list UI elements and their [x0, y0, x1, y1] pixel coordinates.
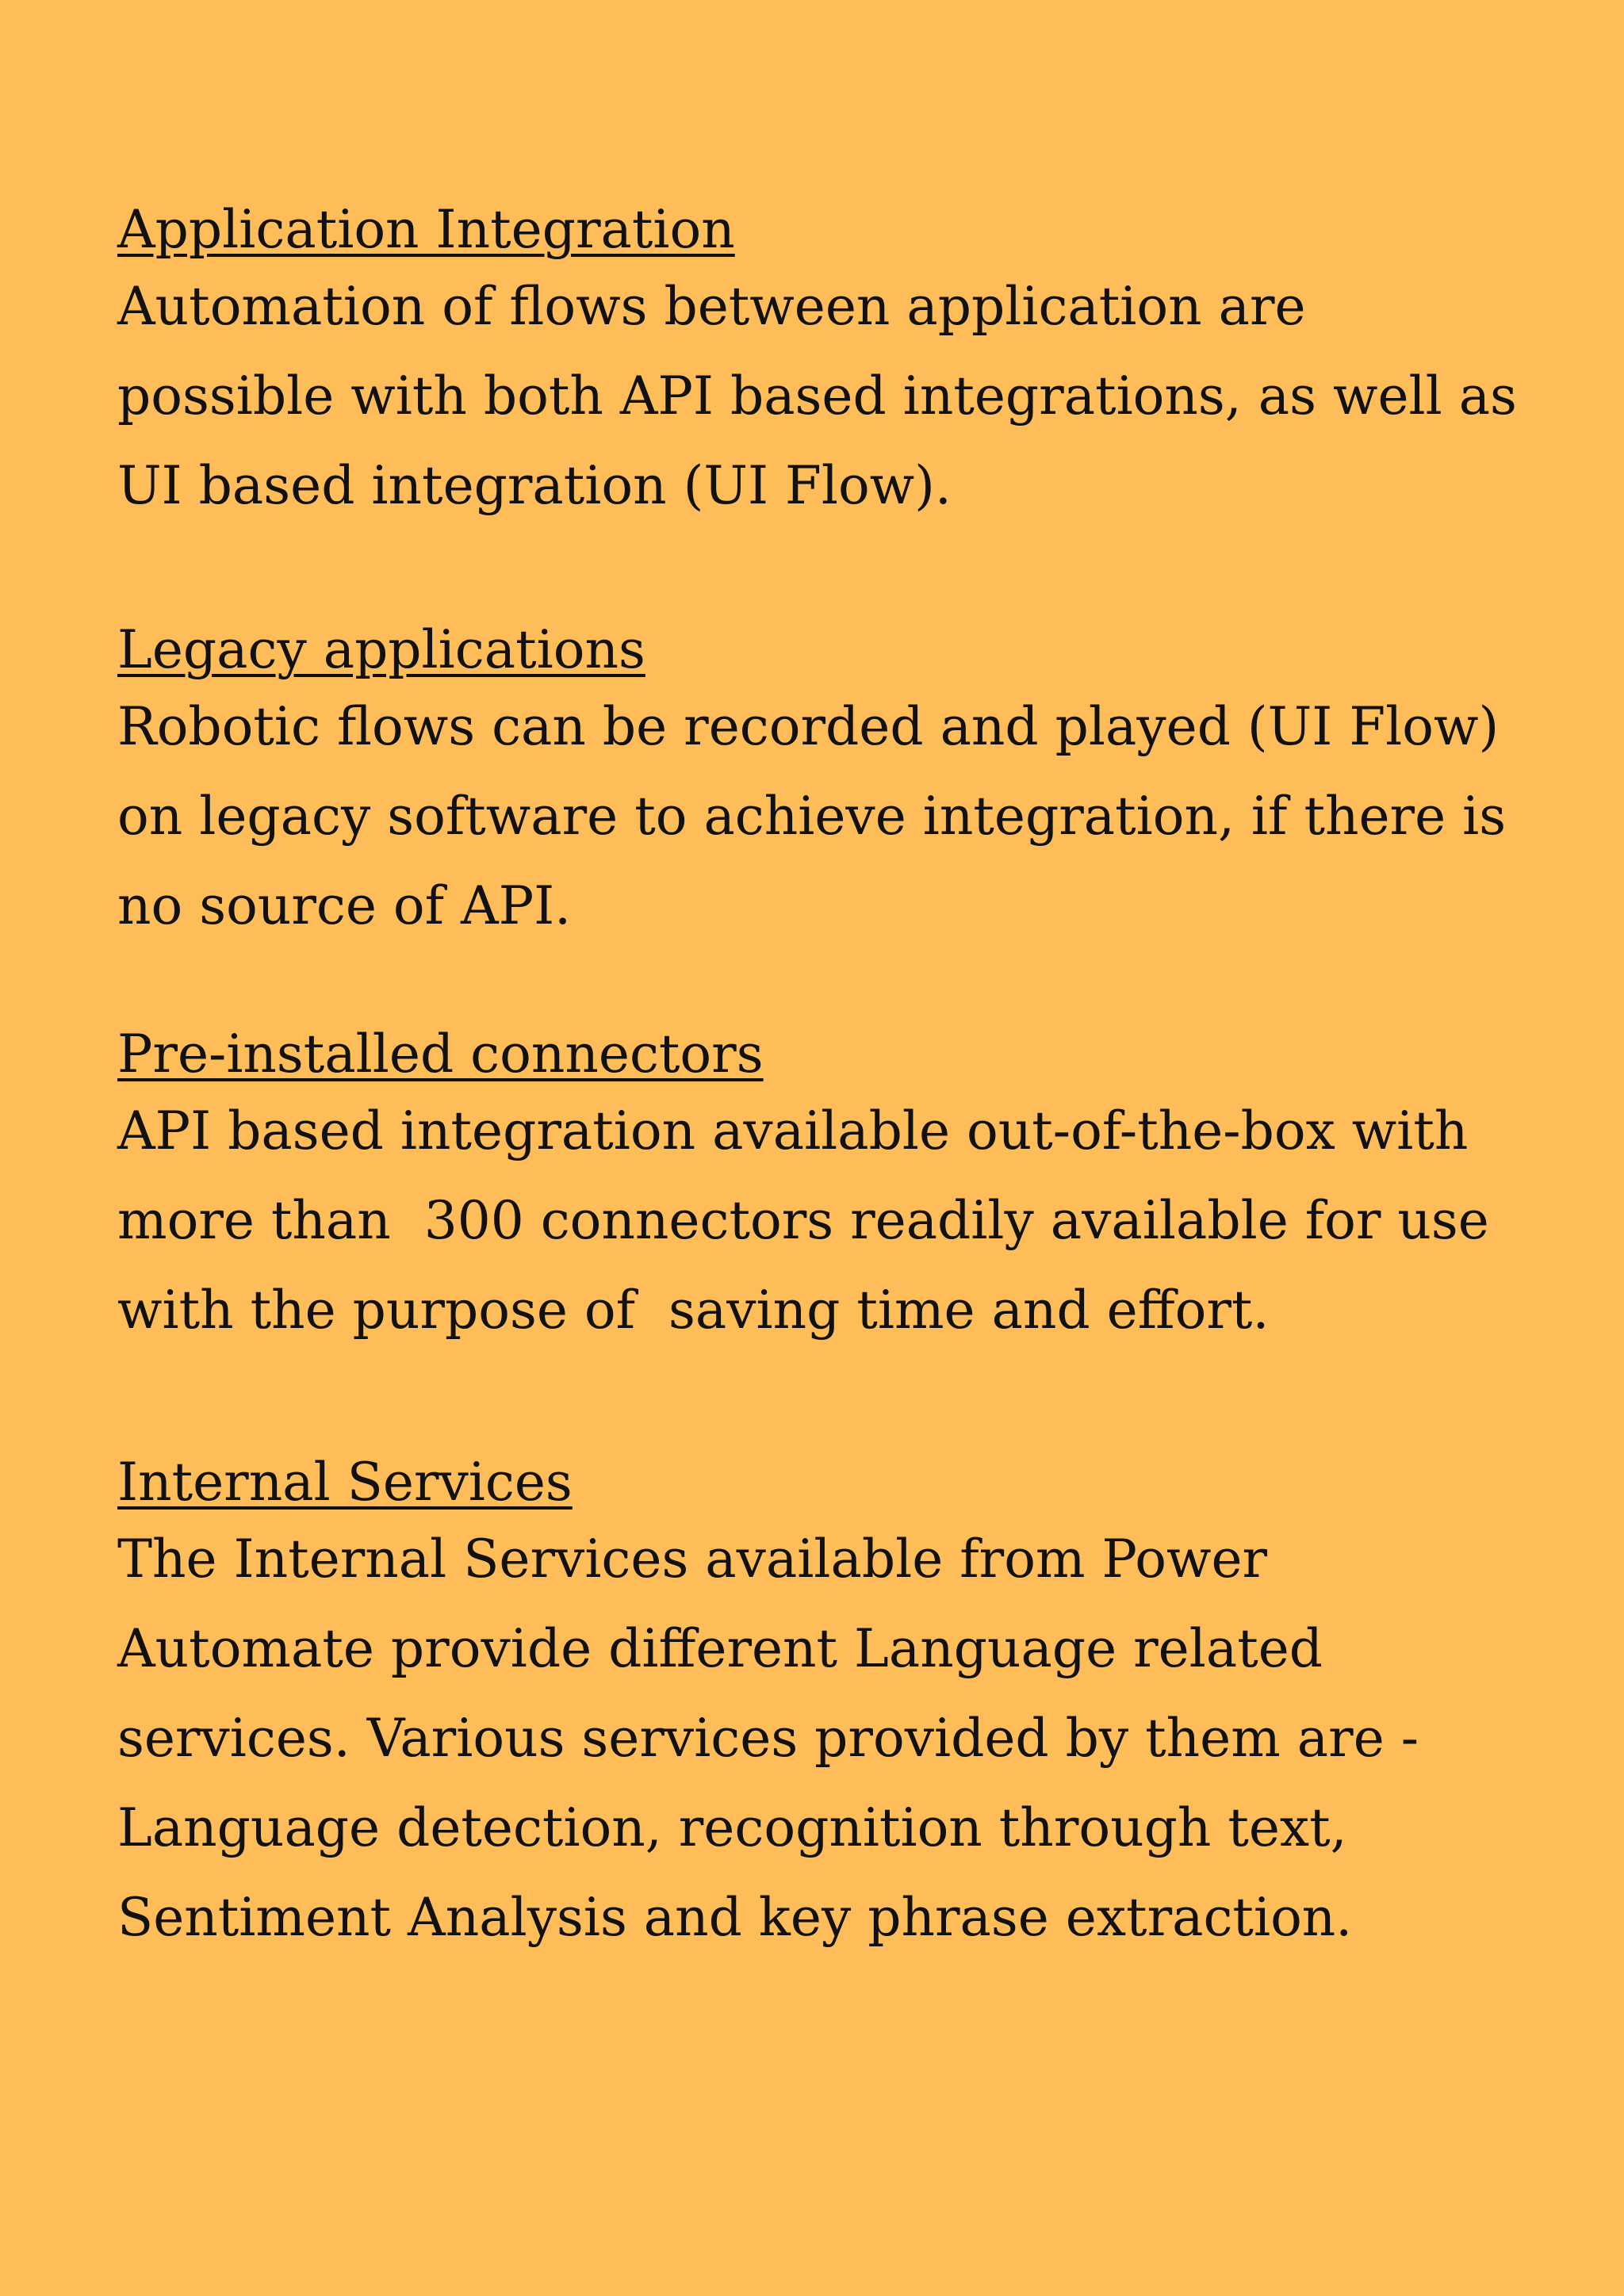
body-line: The Internal Services available from Power	[117, 1529, 1268, 1590]
body-line: Robotic flows can be recorded and played (UI Flow)	[117, 696, 1500, 757]
section-body	[117, 1514, 1513, 1962]
section-heading: Internal Services	[117, 1452, 573, 1513]
section-heading: Application Integration	[117, 199, 735, 260]
body-line: on legacy software to achieve integration, if there is	[117, 786, 1507, 847]
section-body	[117, 682, 1513, 951]
body-line: Automation of flows between application are	[117, 276, 1306, 337]
section-heading: Pre-installed connectors	[117, 1024, 764, 1085]
section-internal-services	[117, 1451, 1513, 1962]
body-line: more than 300 connectors readily available for use	[117, 1190, 1489, 1251]
section-pre-installed-connectors	[117, 1023, 1513, 1355]
body-line: Language detection, recognition through text,	[117, 1797, 1347, 1858]
section-legacy-applications	[117, 618, 1513, 951]
section-application-integration	[117, 198, 1517, 530]
body-line: API based integration available out-of-the-box with	[117, 1100, 1469, 1161]
body-line: possible with both API based integrations, as well as	[117, 365, 1517, 427]
section-heading: Legacy applications	[117, 619, 645, 680]
body-line: Sentiment Analysis and key phrase extraction.	[117, 1887, 1353, 1948]
body-line: services. Various services provided by them are -	[117, 1708, 1419, 1769]
body-line: Automate provide different Language related	[117, 1618, 1323, 1679]
section-body	[117, 1086, 1513, 1355]
body-line: no source of API.	[117, 875, 572, 936]
section-body	[117, 262, 1517, 530]
body-line: UI based integration (UI Flow).	[117, 455, 952, 516]
body-line: with the purpose of saving time and effort.	[117, 1280, 1270, 1341]
